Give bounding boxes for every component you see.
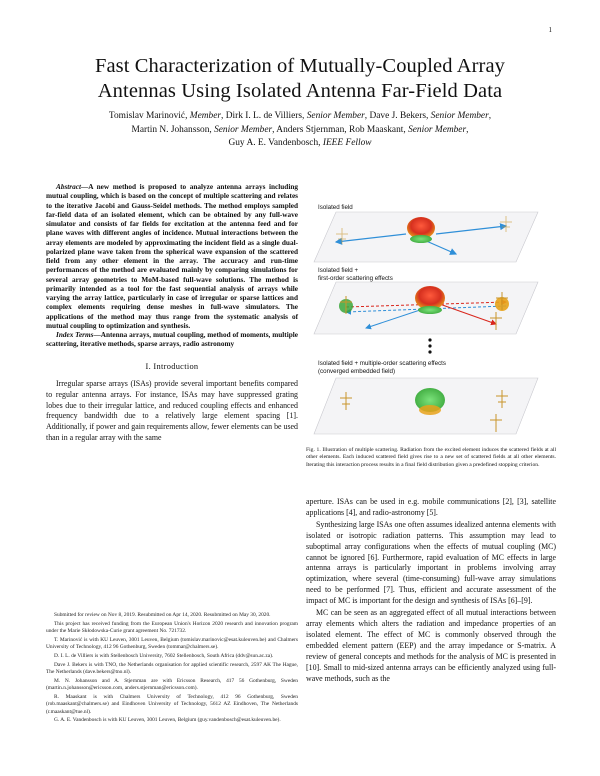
author-line-3 [40,137,560,151]
footnote: D. I. L. de Villiers is with Stellenbosch University, 7602 Stellenbosch, South Africa (ddv@sun.ac.za). [54,652,274,659]
paper-title [40,54,560,104]
radiation-pattern-green [418,306,442,314]
panel-isolated-field [314,212,538,262]
panel-multiple-order-scattering [314,378,538,434]
figure-label-multi-order-b: (converged embedded field) [318,368,396,375]
paragraph: Irregular sparse arrays (ISAs) provide several important benefits compared to regular antenna arrays. For instance, ISAs may have suppressed grating lobes due to their irregular lattice, and reduced coupling effects and enhanced frequency bandwidth due to a relatively large element spacing [1]. Additionally, if power and gain requirements allow, fewer elements can be used than in a regular array with the same [46,378,298,443]
index-terms [46,331,298,350]
index-terms-text: —Antenna arrays, mutual coupling, method of moments, multiple scattering, iterative methods, sparse arrays, radio astronomy [46,331,298,349]
ellipsis-dots [428,338,431,353]
index-terms-label: Index Terms [56,331,94,339]
author-list [40,110,560,151]
author-name: Martin N. Johansson, [131,124,215,135]
section-heading-introduction: I. Introduction [145,361,199,371]
footnotes [46,612,298,726]
multiple-scattering-illustration [306,182,556,444]
author-role: Senior Member [214,124,273,135]
author-name: Tomislav Marinović, [108,111,190,121]
author-sep: , [466,124,469,135]
footnote: Dave J. Bekers is with TNO, the Netherlands organisation for applied scientific research, 2597 AK The Hague, The Netherlands (dave.bekers@tno.nl). [46,661,298,676]
left-column [46,183,298,444]
author-role: Member [189,111,222,121]
paragraph: Synthesizing large ISAs one often assumes idealized antenna elements with isolated or isotropic radiation patterns. This assumption may lead to suboptimal array configurations when the effects of mutual coupling (MC) cannot be ignored [6]. Furthermore, rapid evaluation of MC effects in large antenna arrays is particularly important in problems involving array optimization, where several (time-consuming) full-wave array simulations need to be performed [7]. Thus, efficient and accurate assessment of the impact of MC is important for the design and synthesis of ISAs [6]–[9]. [306,519,556,606]
title-line-2: Antennas Using Isolated Antenna Far-Field Data [97,80,503,102]
author-line-1 [40,110,560,124]
figure-label-first-order-a: Isolated field + [318,267,359,274]
abstract-label: Abstract [56,183,81,191]
author-name: , Dave J. Bekers, [364,111,431,121]
author-name: , Anders Stjernman, Rob Maaskant, [272,124,409,135]
abstract-text: —A new method is proposed to analyze antenna arrays including mutual coupling, which is based on the concept of multiple scattering and relates to the iterative Jacobi and Gauss-Seidel methods. The method employs sampled far-field data of an isolated element, which can be obtained by any full-wave simulator and consists of far fields for excitation at the antenna feed and for plane waves with different angles of incidence. Mutual interactions between the array elements are modeled by approximating the incident field as a single dual-polarized plane wave taken from the spherical wave expansion of the scattered field from any other element in the array. The accuracy and run-time performances of the method are evaluated mainly by comparing simulations for several array geometries to MoM-based full-wave solutions. The method is primarily intended as a tool for the fast sequential analysis of arrays while varying the array lattice, particularly in case of irregular or sparse lattices and complex elements requiring dense meshes in full-wave simulators. The applications of the method may thus range from the systematic analysis of mutual coupling to optimization and synthesis. [46,183,298,330]
author-line-2 [40,124,560,138]
author-name: , Dirk I. L. de Villiers, [221,111,307,121]
title-line-1: Fast Characterization of Mutually-Coupled Array [94,55,506,77]
paragraph: aperture. ISAs can be used in e.g. mobile communications [2], [3], satellite applications [4], and radio-astronomy [5]. [306,497,556,517]
footnote: Submitted for review on Nov 8, 2019. Resubmitted on Apr 14, 2020. Resubmitted on May 30, 2020. [54,612,271,618]
footnote: M. N. Johansson and A. Stjernman are with Ericsson Research, 417 56 Gothenburg, Sweden (martin.n.johansson@ericsson.com, anders.stjernman@ericsson.com). [46,677,298,692]
figure-label-multi-order-a: Isolated field + multiple-order scattering effects [318,360,446,367]
author-role: IEEE Fellow [322,138,372,148]
author-role: Senior Member [430,111,489,121]
author-role: Senior Member [408,124,467,135]
author-name: Guy A. E. Vandenbosch, [228,138,323,148]
figure-label-first-order-b: first-order scattering effects [318,275,393,282]
figure-1 [306,182,556,444]
figure-label-isolated: Isolated field [318,204,353,211]
footnote: This project has received funding from the European Union's Horizon 2020 research and innovation program under the Marie Skłodowska-Curie grant agreement No. 721732. [46,620,298,635]
author-sep: , [488,111,492,121]
radiation-pattern-orange [419,405,441,415]
footnote: R. Maaskant is with Chalmers University of Technology, 412 96 Gothenburg, Sweden (rob.maaskant@chalmers.se) and Eindhoven University of Technology, 5612 AZ Eindhoven, The Netherlands (r.maaskant@tue.nl). [46,693,298,715]
introduction-body [46,379,298,444]
paragraph: MC can be seen as an aggregated effect of all mutual interactions between array elements which alters the radiation and impedance properties of an isolated element. The effect of MC is commonly observed through the embedded element pattern (EEP) and the array impedance or S-matrix. A review of general concepts and methods for the analysis of MC is presented in [10]. Small to mid-sized antenna arrays can be efficiently analyzed using full-wave methods, such as the [306,608,556,683]
footnote: G. A. E. Vandenbosch is with KU Leuven, 3001 Leuven, Belgium (guy.vandenbosch@esat.kuleuven.be). [54,717,281,724]
figure-caption: Fig. 1. Illustration of multiple scattering. Radiation from the excited element induces the scattered fields at all other elements. Each induced scattered field gives rise to a new set of scattered fields at all other elements. Iterating this interaction process results in a final field distribution given a predefined stopping criterion. [306,447,556,468]
page-number: 1 [548,26,552,34]
abstract [46,183,298,331]
radiation-pattern-green [410,235,432,243]
panel-first-order-scattering [314,282,538,334]
footnote: T. Marinović is with KU Leuven, 3001 Leuven, Belgium (tomislav.marinovic@esat.kuleuven.be) and Chalmers University of Technology, 412 96 Gothenburg, Sweden (tommar@chalmers.se). [46,636,298,651]
author-role: Senior Member [306,111,365,121]
right-column [306,497,556,685]
